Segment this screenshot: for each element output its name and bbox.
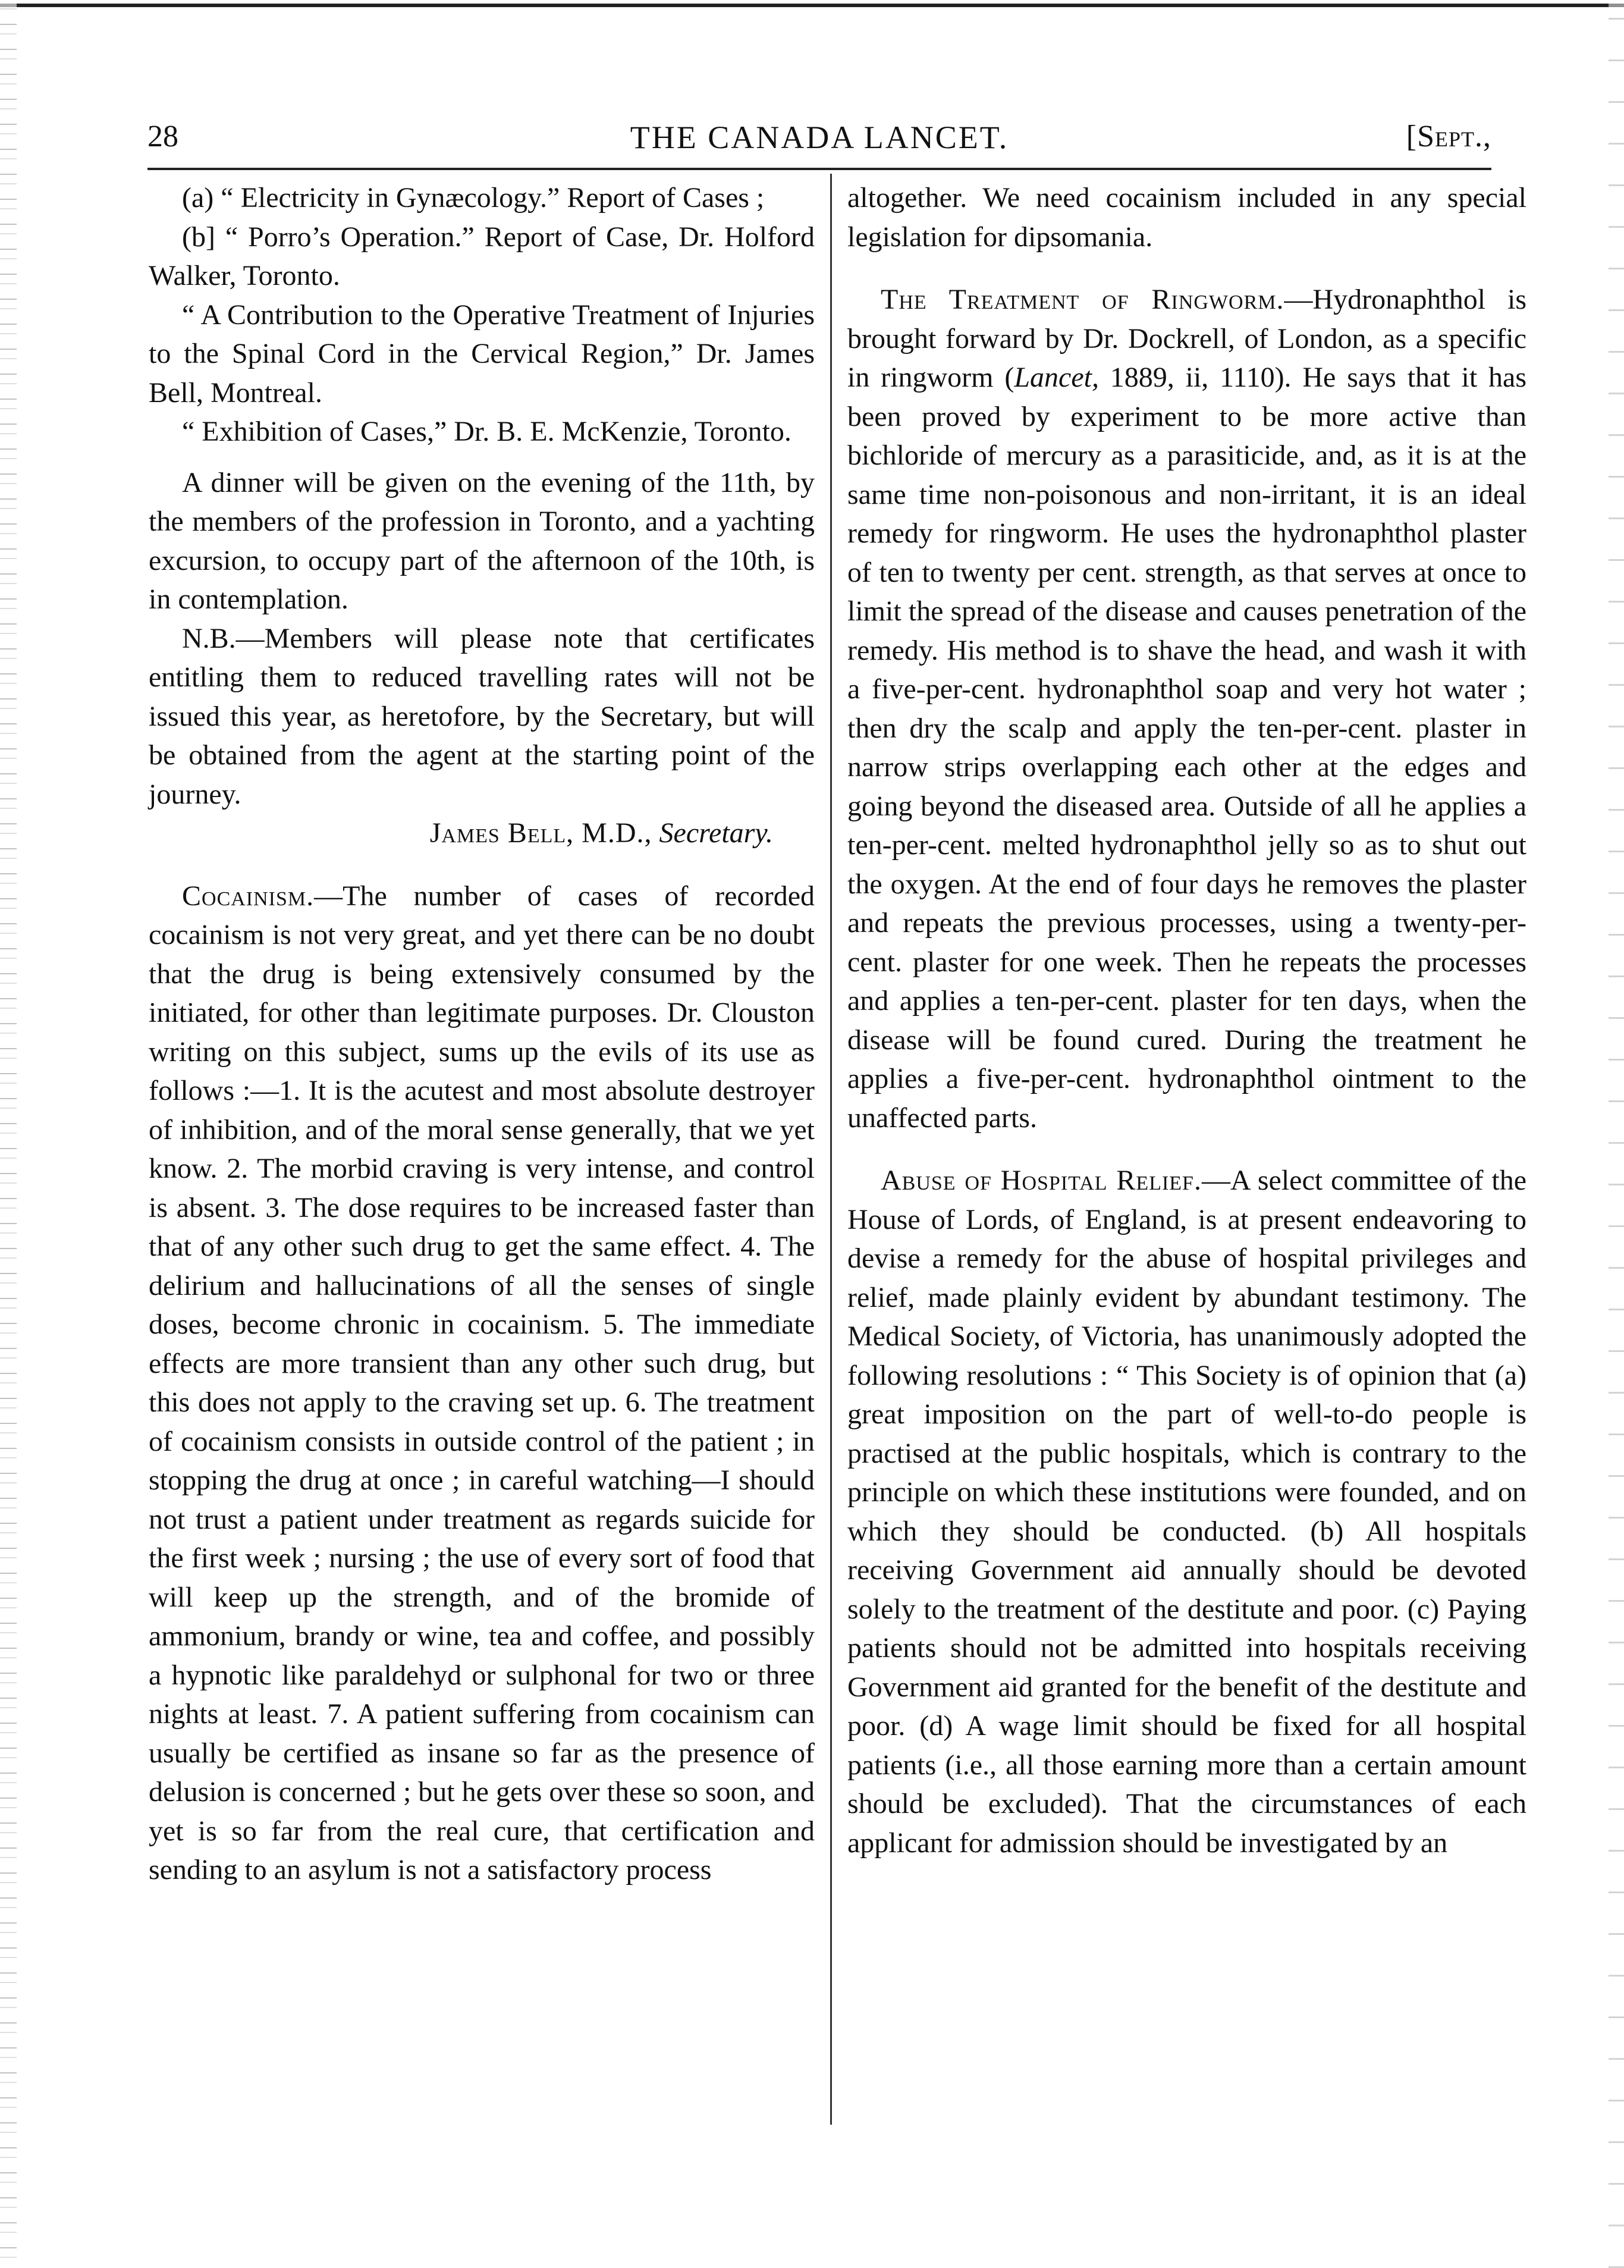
dinner-paragraph: A dinner will be given on the evening of the 11th, by the members of the profession in Toronto, and a yachting excursion, to occupy part of the afternoon of the 10th, is in contemplation. bbox=[149, 466, 815, 615]
cocainism-body: —The number of cases of recorded cocainism is not very great, and yet there can be no doubt that the drug is being extensively consumed by the initiated, for other than legitimate purposes. Dr. Clouston writing on this subject, sums up the evils of its use as follows :—1. It is the acutest and most absolute destroyer of inhibition, and of the moral sense generally, that we yet know. 2. The morbid craving is very intense, and control is absent. 3. The dose requires to be increased faster than that of any other such drug to get the same effect. 4. The delirium and hallucinations of all the senses of single doses, become chronic in cocainism. 5. The immediate effects are more transient than any other such drug, but this does not apply to the craving set up. 6. The treatment of cocainism consists in outside control of the patient ; in stopping the drug at once ; in careful watching—I should not trust a patient under treatment as regards suicide for the first week ; nursing ; the use of every sort of food that will keep up the strength, and of the bromide of ammonium, brandy or wine, tea and coffee, and possibly a hypnotic like paraldehyd or sulphonal for two or three nights at least. 7. A patient suffering from cocainism can usually be certified as insane so far as the presence of delusion is concerned ; but he gets over these so soon, and yet is so far from the real cure, that certification and sending to an asylum is not a satisfactory process bbox=[149, 880, 815, 1886]
header-rule bbox=[147, 168, 1491, 170]
signature bbox=[149, 814, 773, 853]
cocainism-continuation: altogether. We need cocainism included in any special legislation for dipsomania. bbox=[847, 182, 1526, 253]
issue-month: [Sept., bbox=[1406, 120, 1491, 153]
left-page-edge bbox=[0, 0, 17, 2268]
signature-name: James Bell, M.D., bbox=[429, 817, 652, 849]
program-item-exhibition: “ Exhibition of Cases,” Dr. B. E. McKenzie, Toronto. bbox=[182, 416, 791, 447]
program-item-b: (b] “ Porro’s Operation.” Report of Case, Dr. Holford Walker, Toronto. bbox=[149, 221, 815, 291]
hospital-relief-heading: Abuse of Hospital Relief. bbox=[881, 1165, 1202, 1196]
ringworm-heading: The Treatment of Ringworm. bbox=[881, 284, 1284, 315]
right-column bbox=[847, 178, 1526, 1862]
hospital-relief-body: —A select committee of the House of Lords, of England, is at present endeavoring to devise a remedy for the abuse of hospital privileges and relief, made plainly evident by abundant testimony. The Medical Society, of Victoria, has unanimously adopted the following resolutions : “ This Society is of opinion that (a) great imposition on the part of well-to-do people is practised at the public hospitals, which is contrary to the principle on which these institutions were founded, and on which they should be conducted. (b) All hospitals receiving Government aid annually should be devoted solely to the treatment of the destitute and poor. (c) Paying patients should not be admitted into hospitals receiving Government aid granted for the benefit of the destitute and poor. (d) A wage limit should be fixed for all hospital patients (i.e., all those earning more than a certain amount should be excluded). That the circumstances of each applicant for admission should be investigated by an bbox=[847, 1165, 1526, 1859]
ringworm-body-a: —Hydronaphthol is brought forward by Dr. Dockrell, of London, as a specific in ringworm ( bbox=[847, 284, 1526, 393]
running-header bbox=[147, 119, 1491, 167]
program-item-contribution: “ A Contribution to the Operative Treatment of Injuries to the Spinal Cord in the Cervical Region,” Dr. James Bell, Montreal. bbox=[149, 299, 815, 409]
column-divider bbox=[830, 174, 832, 2125]
signature-role: Secretary. bbox=[659, 817, 773, 849]
top-border-line bbox=[0, 4, 1624, 7]
nb-paragraph: N.B.—Members will please note that certificates entitling them to reduced travelling rates will not be issued this year, as heretofore, by the Secretary, but will be obtained from the agent at the starting point of the journey. bbox=[149, 622, 815, 810]
left-column bbox=[149, 178, 815, 1890]
ringworm-citation: Lancet, bbox=[1014, 362, 1099, 393]
cocainism-heading: Cocainism. bbox=[182, 880, 315, 912]
right-page-edge bbox=[1609, 0, 1624, 2268]
ringworm-body-b: 1889, ii, 1110). He says that it has been proved by experiment to be more active than bichloride of mercury as a parasiticide, and, as it is at the same time non-poisonous and non-irritant, it is an ideal remedy for ringworm. He uses the hydronaphthol plaster of ten to twenty per cent. strength, as that serves at once to limit the spread of the disease and causes penetration of the remedy. His method is to shave the head, and wash it with a five-per-cent. hydronaphthol soap and very hot water ; then dry the scalp and apply the ten-per-cent. plaster in narrow strips overlapping each other at the edges and going beyond the diseased area. Outside of all he applies a ten-per-cent. melted hydronaphthol jelly so as to shut out the oxygen. At the end of four days he removes the plaster and repeats the previous processes, using a twenty-per-cent. plaster for one week. Then he repeats the processes and applies a ten-per-cent. plaster for ten days, when the disease will be found cured. During the treatment he applies a five-per-cent. hydronaphthol ointment to the unaffected parts. bbox=[847, 362, 1527, 1134]
journal-title: THE CANADA LANCET. bbox=[630, 120, 1009, 155]
ringworm-article bbox=[847, 280, 1526, 1137]
program-item-a: (a) “ Electricity in Gynæcology.” Report of Cases ; bbox=[182, 182, 765, 214]
hospital-relief-article bbox=[847, 1161, 1526, 1862]
page-number: 28 bbox=[147, 120, 178, 153]
cocainism-article bbox=[149, 877, 815, 1890]
